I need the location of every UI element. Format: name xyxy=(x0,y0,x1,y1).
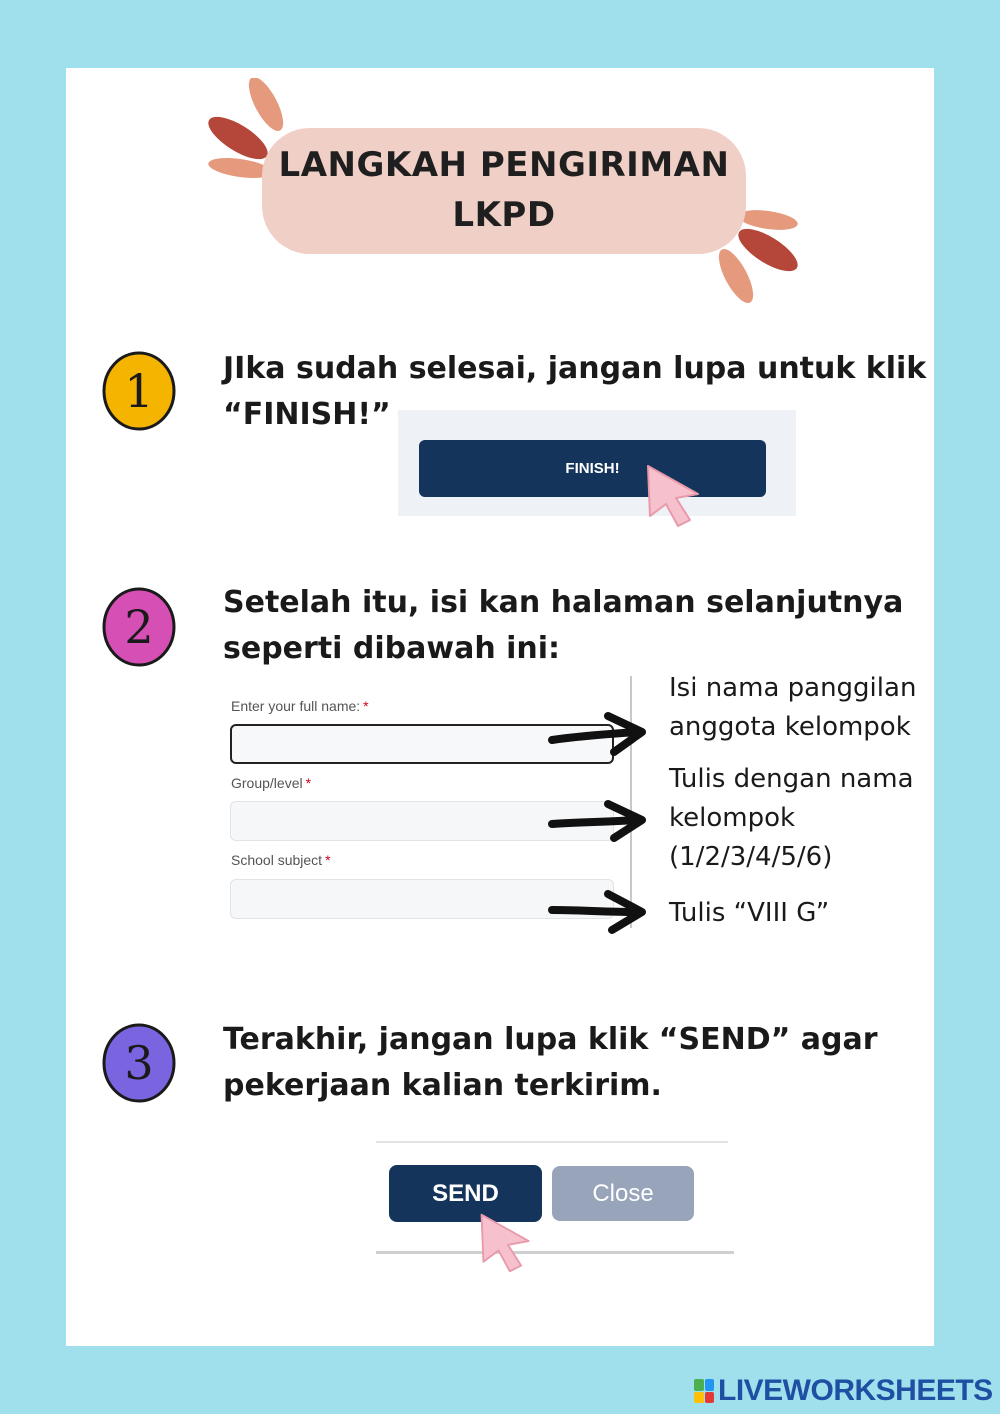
full-name-label: Enter your full name: * xyxy=(231,698,369,714)
pointer-cursor-icon xyxy=(640,460,710,530)
send-panel-bottom-border xyxy=(376,1251,734,1254)
step-3-line-2: pekerjaan kalian terkirim. xyxy=(223,1068,662,1103)
step-1-number-badge xyxy=(100,349,178,433)
title-line-1: LANGKAH PENGIRIMAN xyxy=(278,145,730,185)
note-school-subject: Tulis “VIII G” xyxy=(669,898,830,928)
group-level-label: Group/level * xyxy=(231,775,312,791)
step-3-number-badge xyxy=(100,1021,178,1105)
send-button[interactable]: SEND xyxy=(389,1165,542,1222)
arrow-icon-3 xyxy=(548,888,650,936)
step-3-text xyxy=(223,1017,878,1109)
step-1-line-1: JIka sudah selesai, jangan lupa untuk klik xyxy=(223,351,927,386)
step-2-number-badge xyxy=(100,585,178,669)
liveworksheets-logo-icon xyxy=(694,1379,714,1403)
page-title xyxy=(262,140,746,240)
title-line-2: LKPD xyxy=(452,195,556,235)
step-1-number: 1 xyxy=(124,364,154,418)
pointer-cursor-icon xyxy=(474,1208,540,1276)
arrow-icon-2 xyxy=(548,798,650,846)
close-button[interactable]: Close xyxy=(552,1166,694,1221)
school-subject-label: School subject * xyxy=(231,852,331,868)
finish-button[interactable]: FINISH! xyxy=(419,440,766,497)
note-full-name: Isi nama panggilan anggota kelompok xyxy=(669,673,917,742)
liveworksheets-brand xyxy=(694,1374,993,1408)
step-3-line-1: Terakhir, jangan lupa klik “SEND” agar xyxy=(223,1022,878,1057)
send-panel-top-border xyxy=(376,1141,728,1143)
step-1-line-2: “FINISH!” xyxy=(223,397,391,432)
arrow-icon-1 xyxy=(548,710,650,758)
step-2-number: 2 xyxy=(124,600,154,654)
step-2-text xyxy=(223,580,903,672)
step-2-line-2: seperti dibawah ini: xyxy=(223,631,561,666)
note-group-level: Tulis dengan nama kelompok (1/2/3/4/5/6) xyxy=(669,764,914,872)
brand-name: LIVEWORKSHEETS xyxy=(718,1374,993,1407)
step-3-number: 3 xyxy=(124,1036,154,1090)
step-2-line-1: Setelah itu, isi kan halaman selanjutnya xyxy=(223,585,904,620)
